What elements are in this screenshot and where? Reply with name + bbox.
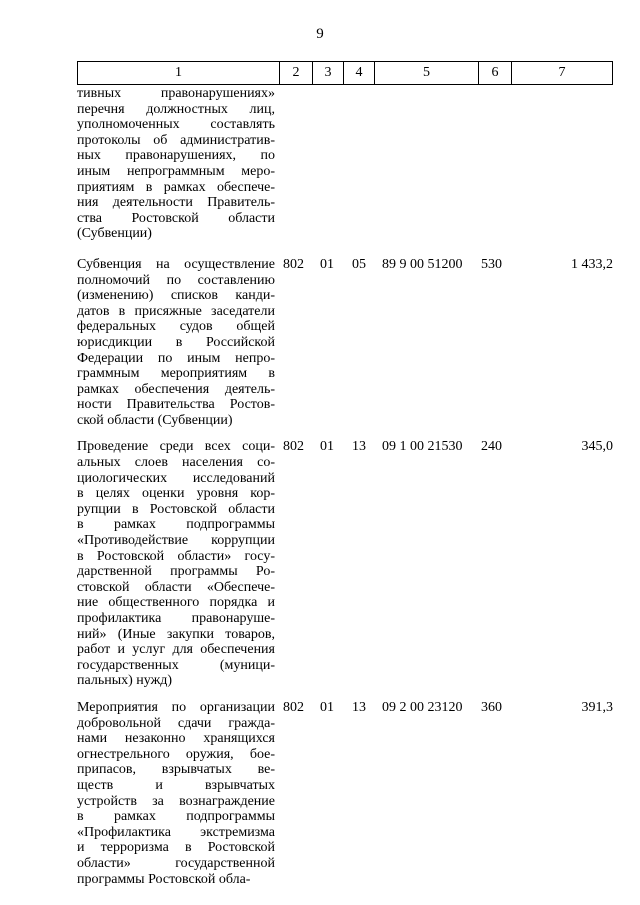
row-description <box>77 700 275 887</box>
row-description <box>77 86 275 242</box>
header-col-3: 3 <box>313 62 344 85</box>
description-line: приятиям в рамках обеспече- <box>77 179 275 195</box>
description-line: граммным мероприятиям в <box>77 366 275 382</box>
row-description <box>77 257 275 429</box>
header-col-1: 1 <box>78 62 280 85</box>
cell-c2: 802 <box>283 699 304 715</box>
description-line: ществ и взрывчатых <box>77 777 275 793</box>
description-line: государственных (муници- <box>77 657 275 673</box>
row-description <box>77 439 275 689</box>
cell-c7: 345,0 <box>581 439 613 455</box>
description-line: ности Правительства Ростов- <box>77 397 275 413</box>
description-line: Федерации по иным непро- <box>77 350 275 366</box>
cell-c2: 802 <box>283 439 304 455</box>
description-line: «Профилактика экстремизма <box>77 824 275 840</box>
description-line: стовской области «Обеспече- <box>77 579 275 595</box>
description-line: огнестрельного оружия, бое- <box>77 746 275 762</box>
description-line: (изменению) списков канди- <box>77 288 275 304</box>
description-line: полномочий по составлению <box>77 272 275 288</box>
header-row <box>78 62 613 85</box>
description-line: дарственной программы Ро- <box>77 564 275 580</box>
description-line: юрисдикции в Российской <box>77 334 275 350</box>
description-line: программы Ростовской обла- <box>77 871 251 887</box>
description-line: ние общественного порядка и <box>77 595 275 611</box>
description-line: (Субвенции) <box>77 226 152 242</box>
table-body <box>77 86 613 887</box>
cell-c2: 802 <box>283 256 304 272</box>
cell-c4: 13 <box>352 439 366 455</box>
description-line: ний» (Иные закупки товаров, <box>77 626 275 642</box>
cell-c6: 360 <box>481 699 502 715</box>
description-line: нами незаконно хранящихся <box>77 731 275 747</box>
cell-c6: 240 <box>481 439 502 455</box>
description-line: альных слоев населения со- <box>77 455 275 471</box>
description-line: устройств за вознаграждение <box>77 793 275 809</box>
description-line: Мероприятия по организации <box>77 699 275 715</box>
cell-c3: 01 <box>320 699 334 715</box>
description-line: Проведение среди всех соци- <box>77 439 275 455</box>
cell-c5: 89 9 00 51200 <box>382 256 463 272</box>
table-row <box>77 700 613 887</box>
description-line: в Ростовской области» госу- <box>77 548 275 564</box>
cell-c4: 13 <box>352 699 366 715</box>
cell-c6: 530 <box>481 256 502 272</box>
description-line: иным непрограммным меро- <box>77 163 275 179</box>
header-col-7: 7 <box>512 62 613 85</box>
description-line: ных правонарушениях, по <box>77 148 275 164</box>
cell-c7: 391,3 <box>581 699 613 715</box>
description-line: рамках обеспечения деятель- <box>77 381 275 397</box>
description-line: области» государственной <box>77 855 275 871</box>
description-line: и терроризма в Ростовской <box>77 840 275 856</box>
header-col-2: 2 <box>280 62 313 85</box>
description-line: тивных правонарушениях» <box>77 86 275 101</box>
cell-c7: 1 433,2 <box>571 256 613 272</box>
description-line: Субвенция на осуществление <box>77 256 275 272</box>
description-line: «Противодействие коррупции <box>77 533 275 549</box>
description-line: ской области (Субвенции) <box>77 412 233 428</box>
column-number-header <box>77 61 613 85</box>
header-col-6: 6 <box>479 62 512 85</box>
description-line: работ и услуг для обеспечения <box>77 642 275 658</box>
description-line: в целях оценки уровня кор- <box>77 486 275 502</box>
description-line: ства Ростовской области <box>77 210 275 226</box>
cell-c5: 09 2 00 23120 <box>382 699 463 715</box>
description-line: припасов, взрывчатых ве- <box>77 762 275 778</box>
cell-c3: 01 <box>320 256 334 272</box>
header-col-4: 4 <box>344 62 375 85</box>
description-line: датов в присяжные заседатели <box>77 303 275 319</box>
description-line: протоколы об административ- <box>77 132 275 148</box>
description-line: циологических исследований <box>77 470 275 486</box>
cell-c5: 09 1 00 21530 <box>382 439 463 455</box>
description-line: в рамках подпрограммы <box>77 809 275 825</box>
description-line: уполномоченных составлять <box>77 117 275 133</box>
description-line: рупции в Ростовской области <box>77 501 275 517</box>
description-line: в рамках подпрограммы <box>77 517 275 533</box>
description-line: профилактика правонаруше- <box>77 611 275 626</box>
table-row <box>77 86 613 242</box>
description-line: федеральных судов общей <box>77 319 275 335</box>
table-row <box>77 439 613 689</box>
page-number: 9 <box>316 26 324 42</box>
description-line: добровольной сдачи гражда- <box>77 715 275 731</box>
cell-c4: 05 <box>352 256 366 272</box>
description-line: перечня должностных лиц, <box>77 101 275 117</box>
header-col-5: 5 <box>375 62 479 85</box>
table-row <box>77 257 613 429</box>
description-line: пальных) нужд) <box>77 673 173 689</box>
cell-c3: 01 <box>320 439 334 455</box>
description-line: ния деятельности Правитель- <box>77 195 275 211</box>
